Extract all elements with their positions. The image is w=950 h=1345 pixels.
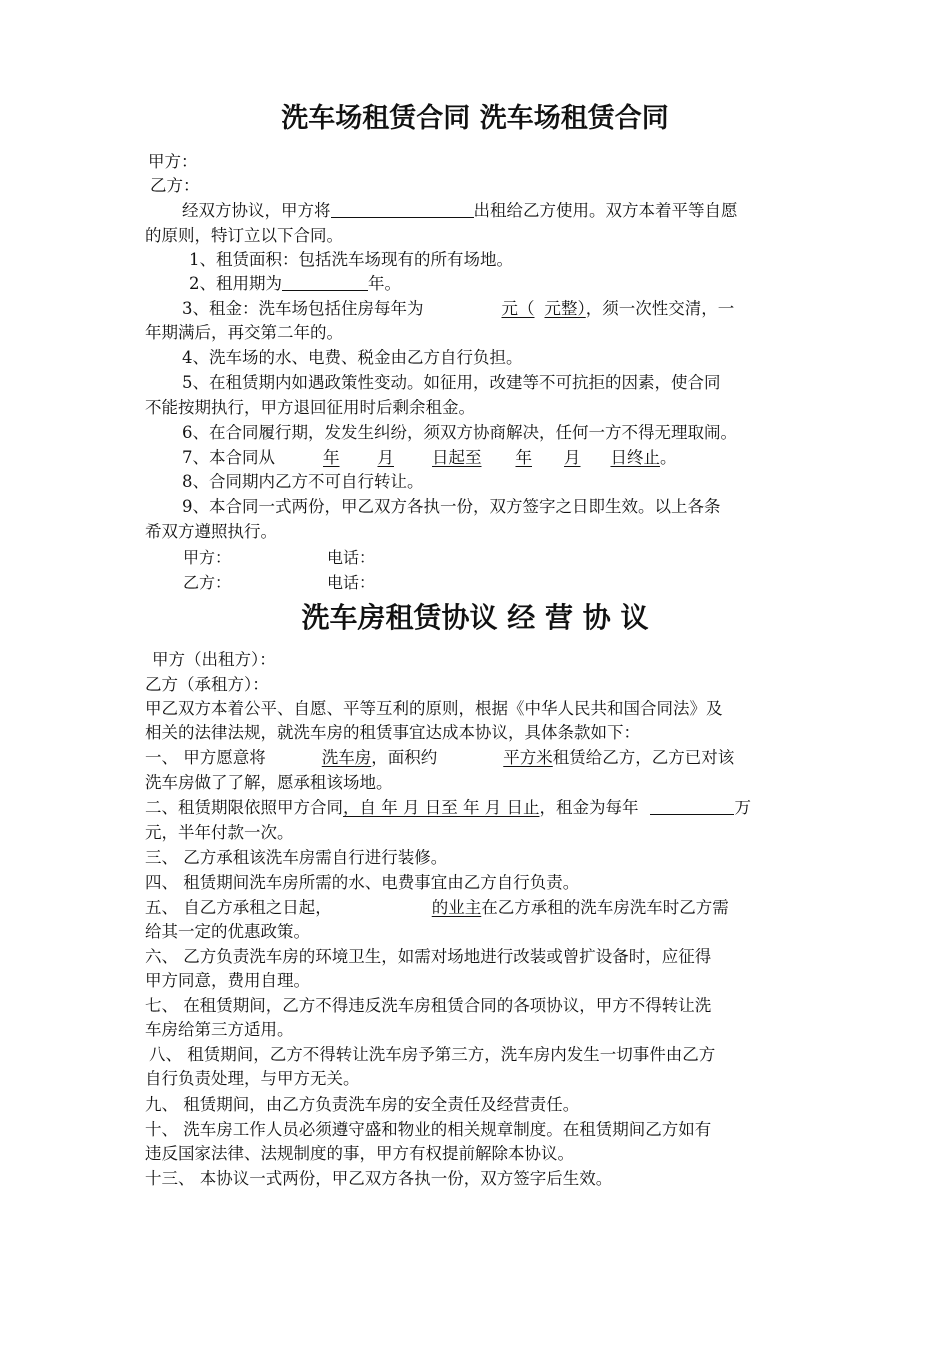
signature-b-phone: 电话： [327, 573, 376, 592]
doc1-party-b: 乙方： [150, 176, 200, 195]
clause-9-line1: 9、本合同一式两份，甲乙双方各执一份，双方签字之日即生效。以上各条 [182, 497, 721, 516]
clause-3-line1: 3、租金：洗车场包括住房每年为 元（ 元整），须一次性交清，一 [182, 299, 735, 318]
clause-3-line2: 年期满后，再交第二年的。 [145, 323, 343, 342]
signature-a-phone: 电话： [327, 548, 376, 567]
property-blank [331, 201, 474, 218]
article-8-line1: 八、 租赁期间，乙方不得转让洗车房予第三方，洗车房内发生一切事件由乙方 [149, 1045, 716, 1064]
article-5-line2: 给其一定的优惠政策。 [145, 922, 310, 941]
clause-9-line2: 希双方遵照执行。 [145, 522, 277, 541]
signature-a: 甲方： [183, 548, 232, 567]
doc2-preamble-line1: 甲乙双方本着公平、自愿、平等互利的原则，根据《中华人民共和国合同法》及 [145, 699, 723, 718]
article-1-line1: 一、 甲方愿意将 洗车房，面积约 平方米租赁给乙方，乙方已对该 [145, 748, 735, 767]
term-blank [282, 274, 368, 291]
doc1-party-a: 甲方： [148, 152, 198, 171]
article-8-line2: 自行负责处理，与甲方无关。 [145, 1069, 360, 1088]
article-2-line1: 二、租赁期限依照甲方合同，自 年 月 日至 年 月 日止，租金为每年 万 [145, 798, 751, 817]
clause-7: 7、本合同从 年 月 日起至 年 月 日终止。 [182, 448, 677, 467]
rent-blank [650, 798, 734, 815]
article-13: 十三、 本协议一式两份，甲乙双方各执一份，双方签字后生效。 [145, 1169, 613, 1188]
article-7-line2: 车房给第三方适用。 [145, 1020, 294, 1039]
doc2-lessee: 乙方（承租方）： [145, 675, 269, 694]
article-4: 四、 租赁期间洗车房所需的水、电费事宜由乙方自行负责。 [145, 873, 580, 892]
article-9: 九、 租赁期间，由乙方负责洗车房的安全责任及经营责任。 [145, 1095, 580, 1114]
article-10-line2: 违反国家法律、法规制度的事，甲方有权提前解除本协议。 [145, 1144, 574, 1163]
doc2-preamble-line2: 相关的法律法规，就洗车房的租赁事宜达成本协议，具体条款如下： [145, 723, 640, 742]
article-10-line1: 十、 洗车房工作人员必须遵守盛和物业的相关规章制度。在租赁期间乙方如有 [145, 1120, 712, 1139]
article-6-line1: 六、 乙方负责洗车房的环境卫生，如需对场地进行改装或曾扩设备时，应征得 [145, 947, 712, 966]
article-5-line1: 五、 自乙方承租之日起， 的业主在乙方承租的洗车房洗车时乙方需 [145, 898, 729, 917]
article-3: 三、 乙方承租该洗车房需自行进行装修。 [145, 848, 448, 867]
clause-1: 1、租赁面积：包括洗车场现有的所有场地。 [189, 250, 513, 269]
article-6-line2: 甲方同意，费用自理。 [145, 971, 310, 990]
clause-4: 4、洗车场的水、电费、税金由乙方自行负担。 [182, 348, 523, 367]
article-2-line2: 元，半年付款一次。 [145, 823, 294, 842]
clause-8: 8、合同期内乙方不可自行转让。 [182, 472, 424, 491]
doc1-title: 洗车场租赁合同 洗车场租赁合同 [281, 103, 669, 134]
signature-b: 乙方： [183, 573, 232, 592]
clause-2: 2、租用期为 年。 [189, 274, 401, 293]
clause-6: 6、在合同履行期，发发生纠纷，须双方协商解决，任何一方不得无理取闹。 [182, 423, 737, 442]
article-7-line1: 七、 在租赁期间，乙方不得违反洗车房租赁合同的各项协议，甲方不得转让洗 [145, 996, 712, 1015]
doc2-title: 洗车房租赁协议 经 营 协 议 [301, 601, 649, 634]
doc2-lessor: 甲方（出租方）： [152, 650, 276, 669]
clause-5-line1: 5、在租赁期内如遇政策性变动。如征用，改建等不可抗拒的因素，使合同 [182, 373, 721, 392]
doc1-intro-line1: 经双方协议，甲方将 出租给乙方使用。双方本着平等自愿 [182, 201, 738, 220]
article-1-line2: 洗车房做了了解，愿承租该场地。 [145, 773, 393, 792]
clause-5-line2: 不能按期执行，甲方退回征用时后剩余租金。 [145, 398, 475, 417]
doc1-intro-line2: 的原则，特订立以下合同。 [145, 226, 343, 245]
